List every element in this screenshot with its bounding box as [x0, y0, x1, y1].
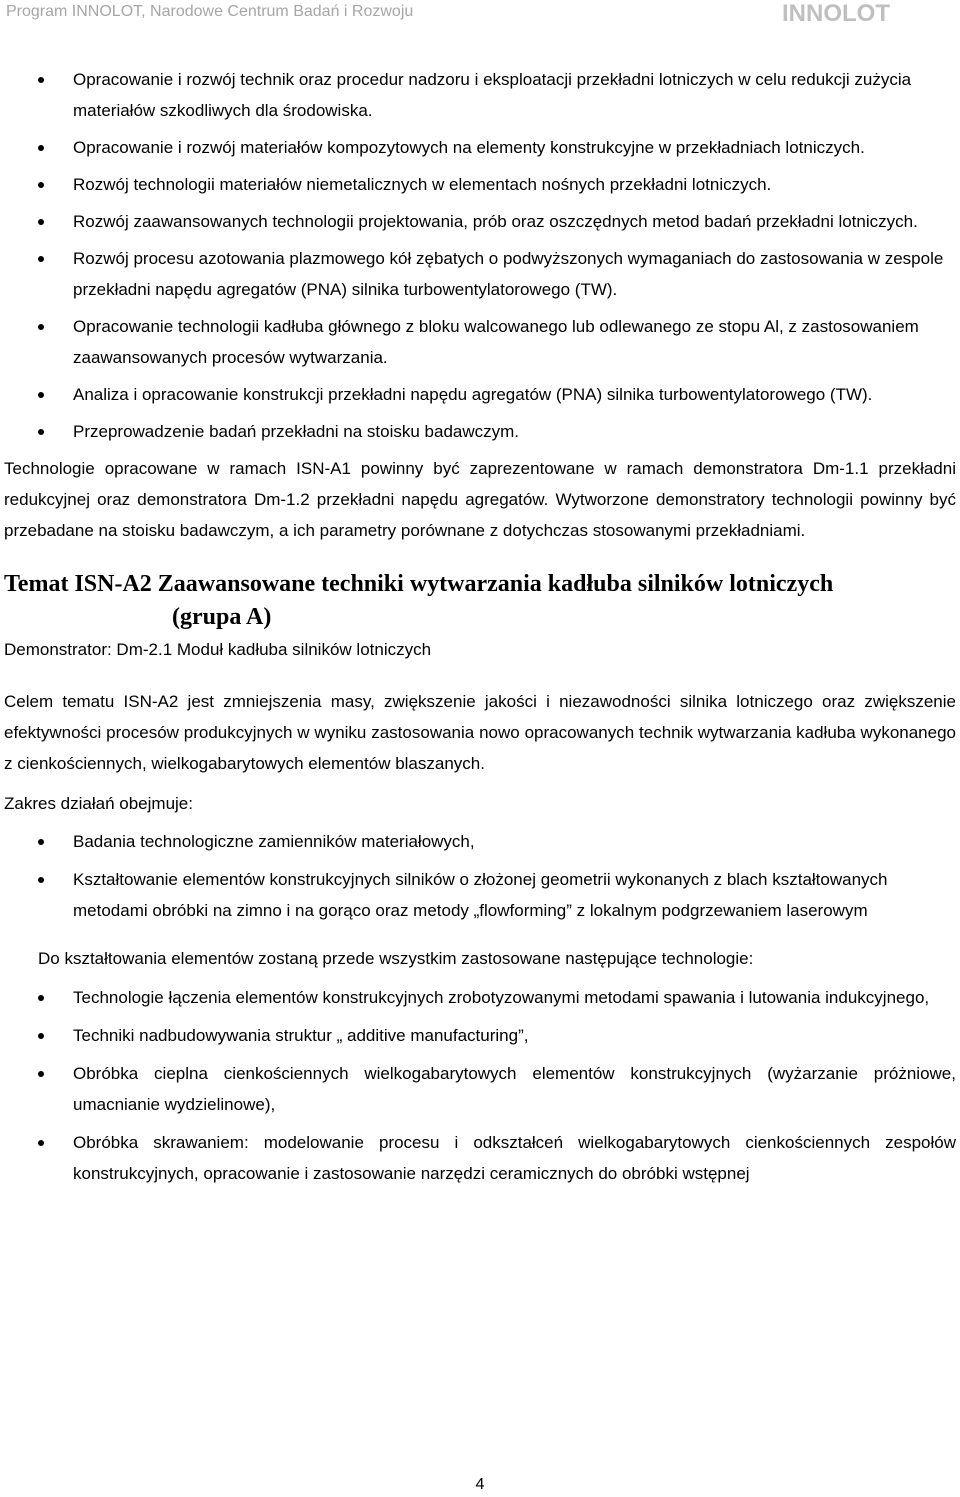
scope-label: Zakres działań obejmuje:	[4, 794, 193, 813]
bullet-icon	[38, 256, 44, 262]
objectives-list	[0, 64, 960, 447]
bullet-icon	[38, 839, 44, 845]
list-item: Rozwój procesu azotowania plazmowego kół zębatych o podwyższonych wymaganiach do zastosowania w zespole przekładni napędu agregatów (PNA) silnika turbowentylatorowego (TW).	[0, 243, 960, 305]
list-item: Kształtowanie elementów konstrukcyjnych silników o złożonej geometrii wykonanych z blach kształtowanych metodami obróbki na zimno i na gorąco oraz metody „flowforming” z lokalnym podgrzewaniem laserowym	[0, 864, 960, 926]
list-item: Techniki nadbudowywania struktur „ additive manufacturing”,	[0, 1020, 960, 1051]
bullet-icon	[38, 1071, 44, 1077]
technologies-label: Do kształtowania elementów zostaną przede wszystkim zastosowane następujące technologie:	[38, 949, 754, 968]
list-item: Opracowanie i rozwój technik oraz procedur nadzoru i eksploatacji przekładni lotniczych w celu redukcji zużycia materiałów szkodliwych dla środowiska.	[0, 64, 960, 126]
bullet-icon	[38, 1140, 44, 1146]
bullet-icon	[38, 429, 44, 435]
page-header	[0, 0, 960, 26]
list-item: Technologie łączenia elementów konstrukcyjnych zrobotyzowanymi metodami spawania i lutowania indukcyjnego,	[0, 982, 960, 1013]
list-item: Przeprowadzenie badań przekładni na stoisku badawczym.	[0, 416, 960, 447]
bullet-icon	[38, 1033, 44, 1039]
goal-paragraph: Celem tematu ISN-A2 jest zmniejszenia masy, zwiększenie jakości i niezawodności silnika lotniczego oraz zwiększenie efektywności procesów produkcyjnych w wyniku zastosowania nowo opracowanych technik wytwarzania kadłuba wykonanego z cienkościennych, wielkogabarytowych elementów blaszanych.	[4, 692, 956, 773]
list-item: Opracowanie i rozwój materiałów kompozytowych na elementy konstrukcyjne w przekładniach lotniczych.	[0, 132, 960, 163]
header-logo-text: INNOLOT	[782, 0, 890, 27]
list-item: Rozwój zaawansowanych technologii projektowania, prób oraz oszczędnych metod badań przekładni lotniczych.	[0, 206, 960, 237]
bullet-icon	[38, 877, 44, 883]
demonstrators-paragraph: Technologie opracowane w ramach ISN-A1 powinny być zaprezentowane w ramach demonstratora Dm-1.1 przekładni redukcyjnej oraz demonstratora Dm-1.2 przekładni napędu agregatów. Wytworzone demonstratory technologii powinny być przebadane na stoisku badawczym, a ich parametry porównane z dotychczas stosowanymi przekładniami.	[4, 459, 956, 540]
section-heading	[0, 568, 960, 634]
list-item: Obróbka cieplna cienkościennych wielkogabarytowych elementów konstrukcyjnych (wyżarzanie próżniowe, umacnianie wydzielinowe),	[0, 1058, 960, 1120]
bullet-icon	[38, 182, 44, 188]
bullet-icon	[38, 324, 44, 330]
bullet-icon	[38, 219, 44, 225]
technologies-list	[0, 982, 960, 1189]
section-heading-line2: (grupa A)	[172, 604, 272, 630]
scope-list	[0, 826, 960, 926]
list-item: Obróbka skrawaniem: modelowanie procesu i odkształceń wielkogabarytowych cienkościennych zespołów konstrukcyjnych, opracowanie i zastosowanie narzędzi ceramicznych do obróbki wstępnej	[0, 1127, 960, 1189]
bullet-icon	[38, 145, 44, 151]
bullet-icon	[38, 392, 44, 398]
list-item: Analiza i opracowanie konstrukcji przekładni napędu agregatów (PNA) silnika turbowentylatorowego (TW).	[0, 379, 960, 410]
bullet-icon	[38, 995, 44, 1001]
section-heading-line1: Temat ISN-A2 Zaawansowane techniki wytwarzania kadłuba silników lotniczych	[4, 571, 834, 597]
header-program-title: Program INNOLOT, Narodowe Centrum Badań i Rozwoju	[6, 3, 414, 20]
page-number: 4	[475, 1476, 485, 1493]
list-item: Opracowanie technologii kadłuba głównego z bloku walcowanego lub odlewanego ze stopu Al, z zastosowaniem zaawansowanych procesów wytwarzania.	[0, 311, 960, 373]
demonstrator-label: Demonstrator: Dm-2.1 Moduł kadłuba silników lotniczych	[4, 640, 432, 659]
bullet-icon	[38, 77, 44, 83]
list-item: Badania technologiczne zamienników materiałowych,	[0, 826, 960, 857]
list-item: Rozwój technologii materiałów niemetalicznych w elementach nośnych przekładni lotniczych.	[0, 169, 960, 200]
document-body	[0, 64, 960, 1196]
